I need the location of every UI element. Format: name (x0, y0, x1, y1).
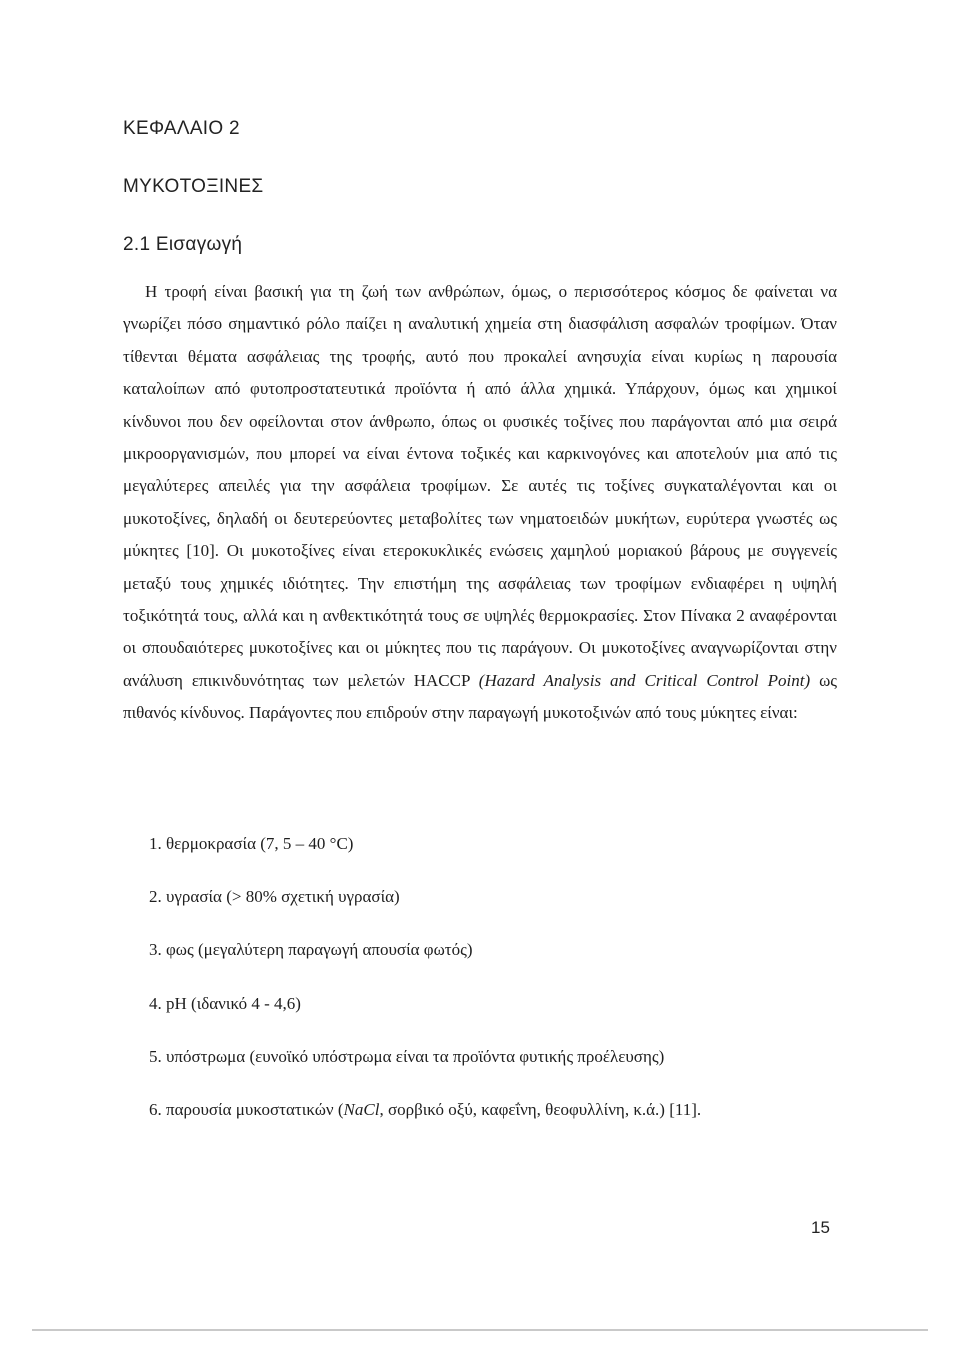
bottom-divider (32, 1329, 928, 1331)
list-item: 3. φως (μεγαλύτερη παραγωγή απουσία φωτός) (149, 940, 473, 960)
list-item: 1. θερμοκρασία (7, 5 – 40 °C) (149, 834, 354, 853)
list-item: 2. υγρασία (> 80% σχετική υγρασία) (149, 887, 400, 907)
haccp-expansion: (Hazard Analysis and Critical Control Point) (478, 670, 811, 690)
page-number: 15 (811, 1218, 830, 1237)
production-factors-list (149, 828, 701, 1147)
intro-paragraph (123, 276, 837, 730)
nacl-formula: NaCl (343, 1099, 380, 1119)
paragraph-part-2: ως πιθανός κίνδυνος. Παράγοντες που επιδρούν στην παραγωγή μυκοτοξινών από τους μύκητες είναι: (123, 670, 837, 723)
list-item: 5. υπόστρωμα (ευνοϊκό υπόστρωμα είναι τα προϊόντα φυτικής προέλευσης) (149, 1046, 665, 1066)
paragraph-text (123, 276, 837, 730)
list-item (149, 1094, 701, 1147)
chapter-title: ΜΥΚΟΤΟΞΙΝΕΣ (123, 176, 264, 197)
chapter-label: ΚΕΦΑΛΑΙΟ 2 (123, 118, 240, 139)
list-item-suffix: , σορβικό οξύ, καφεΐνη, θεοφυλλίνη, κ.ά.) [11]. (379, 1099, 702, 1119)
paragraph-part-1: Η τροφή είναι βασική για τη ζωή των ανθρώπων, όμως, ο περισσότερος κόσμος δε φαίνεται να γνωρίζει πόσο σημαντικό ρόλο παίζει η αναλυτική χημεία στη διασφάλιση ασφαλών τροφίμων. Όταν τίθενται θέματα ασφάλειας της τροφής, αυτό που προκαλεί ανησυχία είναι κυρίως η παρουσία καταλοίπων από φυτοπροστατευτικά προϊόντα ή από άλλα χημικά. Υπάρχουν, όμως και χημικοί κίνδυνοι που δεν οφείλονται στον άνθρωπο, όπως οι φυσικές τοξίνες που παράγονται από μια σειρά μικροοργανισμών, που μπορεί να είναι έντονα τοξικές και καρκινογόνες και αποτελούν μια από τις μεγαλύτερες απειλές για την ασφάλεια τροφίμων. Σε αυτές τις τοξίνες συγκαταλέγονται και οι μυκοτοξίνες, δηλαδή οι δευτερεύοντες μεταβολίτες των νηματοειδών μυκήτων, ευρύτερα γνωστές ως μύκητες [10]. Οι μυκοτοξίνες είναι ετεροκυκλικές ενώσεις χαμηλού μοριακού βάρους με συγγενείς μεταξύ τους χημικές ιδιότητες. Την επιστήμη της ασφάλειας των τροφίμων ενδιαφέρει η υψηλή τοξικότητά τους, αλλά και η ανθεκτικότητά τους σε υψηλές θερμοκρασίες. Στον Πίνακα 2 αναφέρονται οι σπουδαιότερες μυκοτοξίνες και οι μύκητες που τις παράγουν. Οι μυκοτοξίνες αναγνωρίζονται στην ανάλυση επικινδυνότητας των μελετών HACCP (123, 282, 837, 690)
section-heading: 2.1 Εισαγωγή (123, 234, 243, 255)
list-item: 4. pH (ιδανικό 4 - 4,6) (149, 993, 301, 1013)
list-item-prefix: 6. παρουσία μυκοστατικών ( (149, 1099, 344, 1119)
